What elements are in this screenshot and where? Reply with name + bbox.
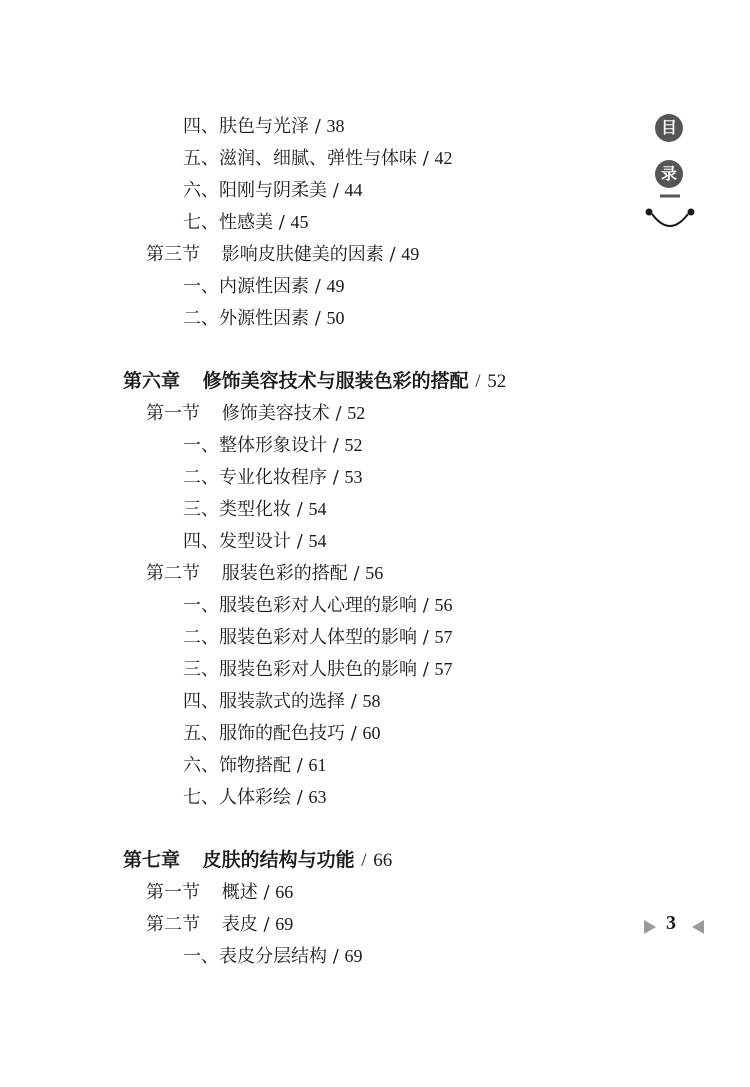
separator: /	[422, 659, 429, 680]
toc-entry[interactable]	[183, 529, 327, 554]
separator: /	[332, 180, 339, 201]
entry-title: 四、服装款式的选择	[183, 691, 345, 712]
toc-section-entry[interactable]	[146, 912, 293, 937]
section-label: 第一节	[146, 882, 200, 903]
entry-title: 五、服饰的配色技巧	[183, 723, 345, 744]
entry-page: 66	[275, 882, 294, 902]
entry-title: 二、服装色彩对人体型的影响	[183, 627, 417, 648]
separator: /	[422, 627, 429, 648]
triangle-right-icon	[644, 920, 656, 934]
toc-entry[interactable]	[183, 721, 381, 746]
separator: /	[263, 882, 270, 903]
separator: /	[332, 435, 339, 456]
separator: /	[353, 563, 360, 584]
entry-title: 二、外源性因素	[183, 308, 309, 329]
entry-page: 49	[326, 276, 345, 296]
entry-title: 影响皮肤健美的因素	[221, 244, 384, 265]
separator: /	[296, 531, 303, 552]
separator: /	[332, 467, 339, 488]
entry-page: 69	[344, 946, 363, 966]
entry-page: 60	[362, 723, 381, 743]
entry-title: 七、性感美	[183, 212, 273, 233]
toc-entry[interactable]	[183, 306, 345, 331]
entry-page: 50	[326, 308, 345, 328]
chapter-label: 第六章	[123, 370, 181, 392]
entry-title: 表皮	[221, 914, 258, 935]
contents-char-lu: 录	[655, 160, 683, 188]
separator: /	[361, 850, 367, 871]
separator: /	[350, 723, 357, 744]
entry-page: 56	[365, 563, 384, 583]
entry-title: 一、内源性因素	[183, 276, 309, 297]
entry-page: 57	[434, 659, 453, 679]
entry-title: 六、阳刚与阴柔美	[183, 180, 327, 201]
separator: /	[296, 755, 303, 776]
entry-title: 七、人体彩绘	[183, 787, 291, 808]
entry-page: 63	[308, 787, 327, 807]
triangle-left-icon	[692, 920, 704, 934]
entry-title: 一、表皮分层结构	[183, 946, 327, 967]
smile-icon	[640, 194, 700, 234]
entry-page: 61	[308, 755, 327, 775]
separator: /	[314, 308, 321, 329]
toc-entry[interactable]	[183, 114, 345, 139]
entry-page: 52	[344, 435, 363, 455]
separator: /	[350, 691, 357, 712]
entry-page: 54	[308, 531, 327, 551]
entry-page: 57	[434, 627, 453, 647]
entry-title: 二、专业化妆程序	[183, 467, 327, 488]
page-number-marker	[640, 912, 710, 940]
section-label: 第一节	[146, 403, 200, 424]
contents-char-mu: 目	[655, 114, 683, 142]
separator: /	[314, 116, 321, 137]
section-label: 第三节	[146, 244, 200, 265]
entry-page: 44	[344, 180, 363, 200]
toc-entry[interactable]	[183, 944, 363, 969]
entry-page: 54	[308, 499, 327, 519]
toc-section-entry[interactable]	[146, 880, 293, 905]
toc-entry[interactable]	[183, 497, 327, 522]
separator: /	[335, 403, 342, 424]
section-label: 第二节	[146, 563, 200, 584]
entry-page: 69	[275, 914, 294, 934]
entry-page: 49	[401, 244, 420, 264]
entry-title: 三、类型化妆	[183, 499, 291, 520]
chapter-title: 皮肤的结构与功能	[202, 849, 355, 871]
entry-page: 52	[487, 371, 507, 392]
toc-entry[interactable]	[183, 625, 453, 650]
entry-title: 服装色彩的搭配	[221, 563, 348, 584]
separator: /	[296, 787, 303, 808]
entry-title: 六、饰物搭配	[183, 755, 291, 776]
separator: /	[475, 371, 481, 392]
entry-page: 52	[347, 403, 366, 423]
entry-page: 45	[290, 212, 309, 232]
chapter-label: 第七章	[123, 849, 181, 871]
toc-section-entry[interactable]	[146, 561, 383, 586]
contents-side-mark	[640, 108, 700, 238]
entry-title: 四、肤色与光泽	[183, 116, 309, 137]
entry-title: 修饰美容技术	[221, 403, 330, 424]
entry-page: 66	[373, 850, 393, 871]
entry-title: 概述	[221, 882, 258, 903]
page-number: 3	[666, 912, 676, 934]
chapter-title: 修饰美容技术与服装色彩的搭配	[202, 370, 469, 392]
entry-title: 一、服装色彩对人心理的影响	[183, 595, 417, 616]
entry-page: 42	[434, 148, 453, 168]
toc-section-entry[interactable]	[146, 401, 365, 426]
separator: /	[389, 244, 396, 265]
entry-title: 四、发型设计	[183, 531, 291, 552]
toc-entry[interactable]	[183, 433, 363, 458]
separator: /	[314, 276, 321, 297]
toc-entry[interactable]	[183, 178, 363, 203]
entry-page: 56	[434, 595, 453, 615]
toc-chapter-entry[interactable]	[123, 848, 392, 873]
entry-title: 五、滋润、细腻、弹性与体味	[183, 148, 417, 169]
entry-title: 一、整体形象设计	[183, 435, 327, 456]
separator: /	[422, 148, 429, 169]
entry-title: 三、服装色彩对人肤色的影响	[183, 659, 417, 680]
entry-page: 38	[326, 116, 345, 136]
toc-entry[interactable]	[183, 657, 453, 682]
toc-entry[interactable]	[183, 465, 363, 490]
toc-section-entry[interactable]	[146, 242, 419, 267]
separator: /	[296, 499, 303, 520]
toc-entry[interactable]	[183, 593, 453, 618]
toc-entry[interactable]	[183, 274, 345, 299]
toc-entry[interactable]	[183, 689, 381, 714]
toc-entry[interactable]	[183, 146, 453, 171]
separator: /	[422, 595, 429, 616]
toc-entry[interactable]	[183, 210, 309, 235]
section-label: 第二节	[146, 914, 200, 935]
entry-page: 58	[362, 691, 381, 711]
toc-entry[interactable]	[183, 753, 327, 778]
entry-page: 53	[344, 467, 363, 487]
separator: /	[278, 212, 285, 233]
separator: /	[332, 946, 339, 967]
separator: /	[263, 914, 270, 935]
toc-entry[interactable]	[183, 785, 327, 810]
toc-chapter-entry[interactable]	[123, 369, 506, 394]
